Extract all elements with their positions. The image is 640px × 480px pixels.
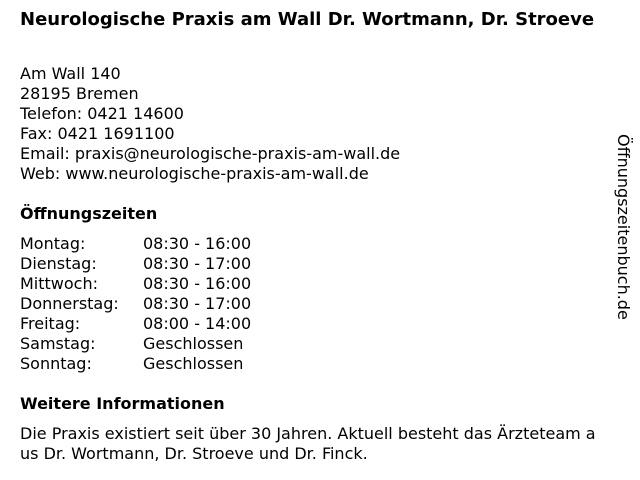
- hours-day: Freitag:: [20, 314, 81, 333]
- more-info-heading: Weitere Informationen: [20, 394, 225, 413]
- phone-number: Telefon: 0421 14600: [20, 104, 184, 123]
- more-info-text: Die Praxis existiert seit über 30 Jahren. Aktuell besteht das Ärzteteam aus Dr. Wortmann, Dr. Stroeve und Dr. Finck.: [20, 424, 596, 463]
- postal-city: 28195 Bremen: [20, 84, 139, 103]
- brand-watermark: Öffnungszeitenbuch.de: [614, 134, 633, 320]
- hours-day: Montag:: [20, 234, 86, 253]
- street-address: Am Wall 140: [20, 64, 121, 83]
- opening-hours-heading: Öffnungszeiten: [20, 204, 158, 223]
- hours-time: 08:30 - 17:00: [143, 254, 252, 273]
- contact-block: [20, 64, 400, 184]
- hours-day: Donnerstag:: [20, 294, 119, 313]
- hours-time: 08:30 - 16:00: [143, 274, 252, 293]
- hours-time: 08:00 - 14:00: [143, 314, 252, 333]
- hours-day: Sonntag:: [20, 354, 92, 373]
- page-title: Neurologische Praxis am Wall Dr. Wortmann, Dr. Stroeve: [20, 9, 595, 30]
- hours-day: Mittwoch:: [20, 274, 98, 293]
- hours-time: 08:30 - 17:00: [143, 294, 252, 313]
- hours-time: 08:30 - 16:00: [143, 234, 252, 253]
- hours-day: Samstag:: [20, 334, 96, 353]
- hours-time: Geschlossen: [143, 334, 244, 353]
- fax-number: Fax: 0421 1691100: [20, 124, 175, 143]
- hours-time: Geschlossen: [143, 354, 244, 373]
- email-address: Email: praxis@neurologische-praxis-am-wall.de: [20, 144, 401, 163]
- hours-day: Dienstag:: [20, 254, 97, 273]
- website-url: Web: www.neurologische-praxis-am-wall.de: [20, 164, 369, 183]
